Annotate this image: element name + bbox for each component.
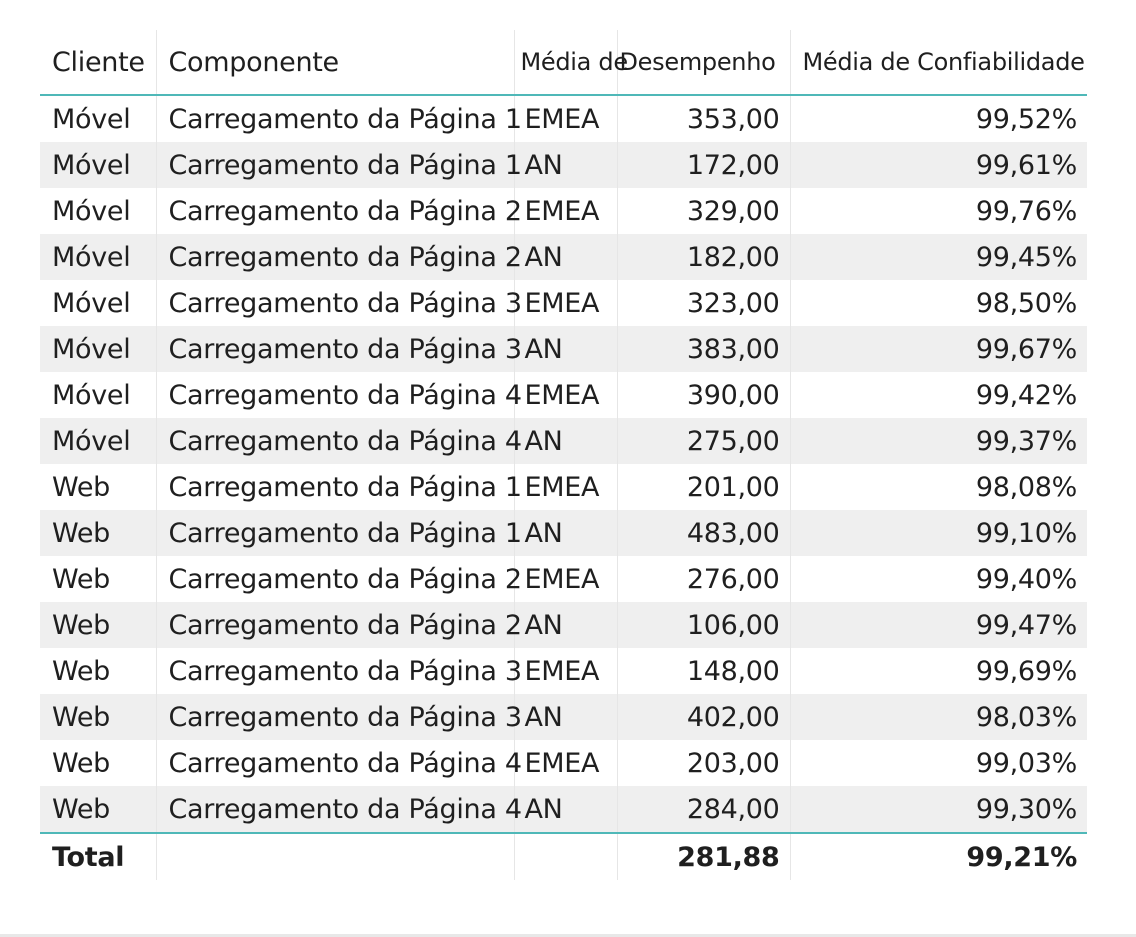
cell-desempenho: 172,00	[617, 142, 790, 188]
table-row[interactable]	[40, 372, 1087, 418]
cell-desempenho: 275,00	[617, 418, 790, 464]
cell-regiao: AN	[514, 234, 617, 280]
cell-cliente: Móvel	[40, 418, 156, 464]
cell-regiao: EMEA	[514, 372, 617, 418]
cell-cliente: Móvel	[40, 142, 156, 188]
cell-confiabilidade: 98,03%	[790, 694, 1087, 740]
cell-cliente: Móvel	[52, 103, 131, 135]
cell-componente: Carregamento da Página 3	[156, 280, 514, 326]
cell-confiabilidade: 99,03%	[790, 740, 1087, 786]
cell-confiabilidade: 99,42%	[790, 372, 1087, 418]
table-row[interactable]	[40, 188, 1087, 234]
cell-componente: Carregamento da Página 1	[156, 510, 514, 556]
cell-regiao: AN	[514, 326, 617, 372]
cell-regiao: EMEA	[514, 280, 617, 326]
cell-cliente: Web	[40, 786, 156, 833]
cell-desempenho: 390,00	[617, 372, 790, 418]
column-header-regiao[interactable]: Média de	[514, 30, 617, 95]
cell-desempenho: 383,00	[617, 326, 790, 372]
table-visual	[40, 30, 1087, 880]
cell-regiao: EMEA	[514, 556, 617, 602]
cell-confiabilidade: 99,47%	[790, 602, 1087, 648]
cell-confiabilidade: 99,76%	[790, 188, 1087, 234]
cell-desempenho: 276,00	[617, 556, 790, 602]
total-empty-regiao	[514, 833, 617, 880]
cell-confiabilidade: 98,08%	[790, 464, 1087, 510]
cell-desempenho: 201,00	[617, 464, 790, 510]
cell-cliente: Web	[52, 563, 110, 595]
table-row[interactable]	[40, 280, 1087, 326]
cell-cliente: Móvel	[52, 195, 131, 227]
cell-cliente: Web	[52, 747, 110, 779]
table-row[interactable]	[40, 326, 1087, 372]
table-row[interactable]	[40, 740, 1087, 786]
cell-regiao: AN	[514, 694, 617, 740]
cell-regiao: AN	[514, 142, 617, 188]
cell-desempenho: 483,00	[617, 510, 790, 556]
cell-confiabilidade: 99,67%	[790, 326, 1087, 372]
cell-componente: Carregamento da Página 4	[156, 786, 514, 833]
table-body	[40, 95, 1087, 833]
cell-cliente: Móvel	[40, 234, 156, 280]
cell-desempenho: 284,00	[617, 786, 790, 833]
cell-regiao: EMEA	[514, 740, 617, 786]
cell-componente: Carregamento da Página 3	[156, 694, 514, 740]
cell-componente: Carregamento da Página 2	[156, 234, 514, 280]
cell-confiabilidade: 99,52%	[790, 95, 1087, 142]
table-row[interactable]	[40, 234, 1087, 280]
cell-desempenho: 106,00	[617, 602, 790, 648]
table-row[interactable]	[40, 510, 1087, 556]
cell-regiao: EMEA	[514, 648, 617, 694]
cell-desempenho: 203,00	[617, 740, 790, 786]
table-row[interactable]	[40, 464, 1087, 510]
cell-confiabilidade: 98,50%	[790, 280, 1087, 326]
cell-confiabilidade: 99,10%	[790, 510, 1087, 556]
cell-desempenho: 323,00	[617, 280, 790, 326]
table-header	[40, 30, 1087, 95]
cell-cliente: Web	[52, 655, 110, 687]
cell-confiabilidade: 99,30%	[790, 786, 1087, 833]
table-row[interactable]	[40, 602, 1087, 648]
cell-componente: Carregamento da Página 1	[156, 95, 514, 142]
cell-componente: Carregamento da Página 2	[156, 556, 514, 602]
data-table	[40, 30, 1087, 880]
cell-componente: Carregamento da Página 4	[156, 418, 514, 464]
table-row[interactable]	[40, 418, 1087, 464]
cell-componente: Carregamento da Página 3	[156, 326, 514, 372]
total-row	[40, 833, 1087, 880]
table-row[interactable]	[40, 648, 1087, 694]
total-confiabilidade: 99,21%	[790, 833, 1087, 880]
cell-cliente: Móvel	[52, 287, 131, 319]
cell-regiao: AN	[514, 418, 617, 464]
table-row[interactable]	[40, 95, 1087, 142]
total-label: Total	[40, 833, 156, 880]
cell-regiao: AN	[514, 510, 617, 556]
cell-desempenho: 182,00	[617, 234, 790, 280]
cell-cliente: Web	[52, 471, 110, 503]
table-row[interactable]	[40, 694, 1087, 740]
cell-confiabilidade: 99,69%	[790, 648, 1087, 694]
cell-regiao: AN	[514, 786, 617, 833]
cell-cliente: Web	[40, 694, 156, 740]
total-desempenho: 281,88	[617, 833, 790, 880]
cell-confiabilidade: 99,61%	[790, 142, 1087, 188]
cell-cliente: Móvel	[52, 379, 131, 411]
total-empty-componente	[156, 833, 514, 880]
column-header-componente[interactable]: Componente	[156, 30, 514, 95]
cell-desempenho: 329,00	[617, 188, 790, 234]
cell-confiabilidade: 99,40%	[790, 556, 1087, 602]
table-row[interactable]	[40, 556, 1087, 602]
cell-regiao: AN	[514, 602, 617, 648]
cell-cliente: Web	[40, 510, 156, 556]
cell-componente: Carregamento da Página 1	[156, 464, 514, 510]
cell-componente: Carregamento da Página 4	[156, 740, 514, 786]
cell-regiao: EMEA	[514, 188, 617, 234]
column-header-confiabilidade[interactable]: Média de Confiabilidade	[790, 30, 1087, 95]
cell-desempenho: 402,00	[617, 694, 790, 740]
column-header-cliente[interactable]: Cliente	[40, 30, 156, 95]
cell-desempenho: 353,00	[617, 95, 790, 142]
header-row	[40, 30, 1087, 95]
cell-componente: Carregamento da Página 2	[156, 602, 514, 648]
table-row[interactable]	[40, 786, 1087, 833]
cell-cliente: Móvel	[40, 326, 156, 372]
cell-regiao: EMEA	[514, 464, 617, 510]
cell-componente: Carregamento da Página 2	[156, 188, 514, 234]
cell-componente: Carregamento da Página 3	[156, 648, 514, 694]
cell-componente: Carregamento da Página 4	[156, 372, 514, 418]
column-header-desempenho[interactable]: Desempenho	[617, 30, 790, 95]
cell-confiabilidade: 99,45%	[790, 234, 1087, 280]
cell-regiao: EMEA	[514, 95, 617, 142]
cell-desempenho: 148,00	[617, 648, 790, 694]
cell-confiabilidade: 99,37%	[790, 418, 1087, 464]
cell-componente: Carregamento da Página 1	[156, 142, 514, 188]
table-row[interactable]	[40, 142, 1087, 188]
table-footer	[40, 833, 1087, 880]
cell-cliente: Web	[40, 602, 156, 648]
